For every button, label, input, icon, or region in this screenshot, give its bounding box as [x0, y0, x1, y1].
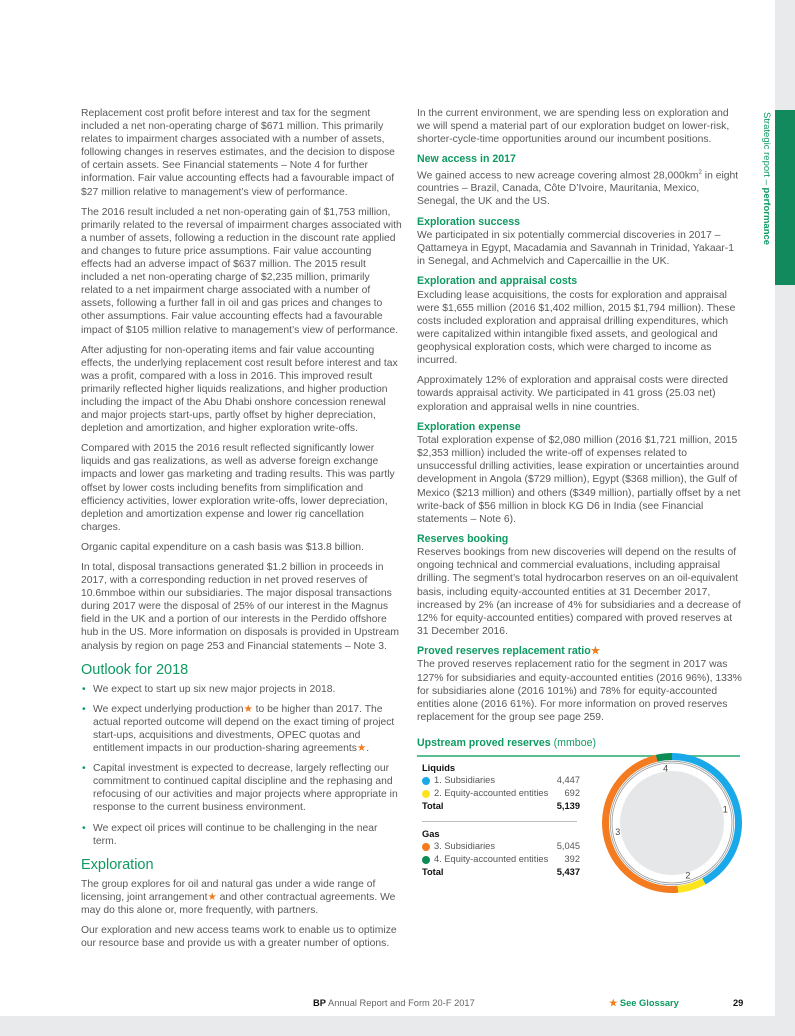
paragraph: Total exploration expense of $2,080 million (2016 $1,721 million, 2015 $2,353 million) included the write-off of expenses related to unsuccessful drilling activities, lease expiration or uncertainties around development in Angola ($729 million), Egypt ($368 million), the Gulf of Mexico ($213 million) and others ($349 million), partially offset by a net write-back of $56 million in block KG D6 in India (see Financial statements – Note 6).	[417, 435, 741, 525]
legend-dot-4	[422, 856, 430, 864]
reserves-donut-chart	[601, 752, 743, 894]
section-label-bold: performance	[761, 187, 772, 246]
legend-row	[422, 840, 580, 853]
footer-brand: BP	[313, 998, 326, 1008]
outlook-heading: Outlook for 2018	[81, 661, 189, 678]
see-glossary-link[interactable]	[609, 998, 679, 1009]
paragraph: We participated in six potentially commercial discoveries in 2017 – Qattameya in Egypt, Macadamia and Savannah in Trinidad, Yakaar-1 in Senegal, and Achmelvich and Capercaillie in the UK.	[417, 230, 735, 268]
legend-label: 2. Equity-accounted entities	[434, 788, 549, 798]
glossary-star-icon: ★	[609, 998, 618, 1008]
legend-value: 4,447	[556, 775, 580, 785]
legend-dot-1	[422, 777, 430, 785]
legend-value: 692	[564, 788, 580, 798]
glossary-text: See Glossary	[617, 998, 679, 1008]
text: and other contractual agreements. We may do this alone or, more frequently, with partners.	[81, 891, 396, 916]
legend-label: 3. Subsidiaries	[434, 841, 495, 851]
section-tab[interactable]	[775, 110, 795, 285]
legend-group-title: Gas	[422, 829, 440, 839]
donut-label-2: 2	[685, 870, 691, 881]
glossary-star-icon[interactable]: ★	[590, 644, 601, 657]
legend-value: 5,045	[556, 841, 580, 851]
legend-row	[422, 853, 580, 866]
paragraph: Reserves bookings from new discoveries will depend on the results of ongoing technical and commercial evaluations, including appraisal drilling. The segment’s total hydrocarbon reserves on an oil-equivalent basis, including equity-accounted entities at 31 December 2017, increased by 2% (an increase of 4% for subsidiaries and a decrease of 12% for equity-accounted entities) compared with proved reserves at 31 December 2016.	[417, 547, 741, 637]
right-column	[417, 107, 742, 757]
list-item	[81, 703, 403, 755]
text: in eight countries – Brazil, Canada, Côte D’Ivoire, Mauritania, Mexico, Senegal, the UK and the US.	[417, 170, 739, 208]
footer-title	[313, 998, 475, 1008]
chart-title	[417, 737, 742, 750]
legend-group-title: Liquids	[422, 763, 456, 773]
list-item: • Capital investment is expected to decrease, largely reflecting our commitment to continued capital discipline and the rephasing and refocusing of our activities and major projects where appropriate in response to the current business environment.	[81, 762, 403, 814]
text: We expect underlying production	[93, 703, 244, 715]
costs-heading: Exploration and appraisal costs	[417, 275, 578, 288]
donut-label-1: 1	[722, 804, 728, 815]
section-label	[759, 112, 773, 292]
total-label: Total	[422, 801, 444, 811]
glossary-star-icon[interactable]: ★	[356, 743, 367, 755]
booking-heading: Reserves booking	[417, 532, 509, 545]
legend-label: 1. Subsidiaries	[434, 775, 495, 785]
total-label: Total	[422, 867, 444, 877]
donut-label-4: 4	[663, 763, 669, 774]
legend-total-row	[422, 800, 580, 813]
superscript: 2	[698, 169, 702, 176]
paragraph: Excluding lease acquisitions, the costs for exploration and appraisal were $1,655 million (2016 $1,402 million, 2015 $1,794 million). These costs included exploration and appraisal drilling expenditures, which were capitalized within intangible fixed assets, and geological and geophysical exploration costs, which were charged to income as incurred.	[417, 289, 736, 367]
donut-segment-4	[656, 753, 672, 762]
legend-dot-2	[422, 790, 430, 798]
text: to be higher than 2017. The actual reported outcome will depend on the exact timing of project start-ups, acquisitions and divestments, OPEC quotas and entitlement impacts in our production-sharing agreements	[93, 703, 395, 755]
list-item: • We expect oil prices will continue to be challenging in the near term.	[81, 822, 403, 848]
text: We gained access to new acreage covering almost 28,000km	[417, 170, 699, 182]
expense-heading: Exploration expense	[417, 420, 521, 433]
chart-legend	[422, 763, 580, 879]
legend-divider	[422, 821, 577, 822]
new-access-heading: New access in 2017	[417, 153, 516, 166]
donut-label-3: 3	[615, 826, 621, 837]
ratio-heading	[417, 645, 742, 659]
paragraph	[81, 878, 403, 917]
paragraph: After adjusting for non-operating items and fair value accounting effects, the underlying replacement cost result before interest and tax was a profit, compared with a loss in 2016. This improved result primarily reflected higher liquids realizations, and higher production including the impact of the Abu Dhabi onshore concession renewal and major projects start-ups, partly offset by higher depreciation, depletion and amortization, and higher exploration write-offs.	[81, 344, 398, 435]
legend-dot-3	[422, 843, 430, 851]
legend-row	[422, 787, 580, 800]
exploration-heading: Exploration	[81, 856, 154, 873]
paragraph: In the current environment, we are spending less on exploration and we will spend a material part of our exploration budget on lower-risk, shorter-cycle-time opportunities around our incumbent positions.	[417, 108, 730, 146]
paragraph: The proved reserves replacement ratio for the segment in 2017 was 127% for subsidiaries and equity-accounted entities (2016 96%), 133% for subsidiaries alone (2016 101%) and 78% for equity-accounted entities alone (2016 61%). For more information on proved reserves replacement for the group see page 259.	[417, 659, 742, 723]
text: Proved reserves replacement ratio	[417, 644, 591, 657]
paragraph: In total, disposal transactions generated $1.2 billion in proceeds in 2017, with a corresponding reduction in net proved reserves of 10.6mmboe within our subsidiaries. The major disposal transactions during 2017 were the disposal of 25% of our interest in the Magnus field in the UK and a portion of our interests in the Perdido offshore hub in the US. More information on disposals is provided in Upstream analysis by region on page 253 and Financial statements – Note 3.	[81, 562, 399, 652]
paragraph: Organic capital expenditure on a cash basis was $13.8 billion.	[81, 541, 364, 553]
text: The group explores for oil and natural gas under a wide range of licensing, joint arrangement	[81, 878, 376, 903]
glossary-star-icon[interactable]: ★	[243, 703, 253, 715]
outlook-list	[81, 683, 403, 848]
legend-row	[422, 774, 580, 787]
page-number: 29	[733, 998, 744, 1008]
list-item: • We expect to start up six new major projects in 2018.	[81, 683, 403, 696]
paragraph: Replacement cost profit before interest and tax for the segment included a net non-operating charge of $671 million. This primarily relates to impairment charges associated with a number of assets, following changes in reserves estimates, and the decision to dispose of certain assets. See Financial statements – Note 4 for further information. Fair value accounting effects had a favourable impact of $27 million relative to management’s view of performance.	[81, 108, 395, 198]
legend-value: 392	[564, 854, 580, 864]
exploration-success-heading: Exploration success	[417, 215, 521, 228]
paragraph: Compared with 2015 the 2016 result reflected significantly lower liquids and gas realizations, as well as adverse foreign exchange impacts and lower gas marketing and trading results. This was partly offset by lower costs including benefits from simplification and efficiency activities, lower exploration write-offs, lower depreciation, depletion and amortization expense and lower rig cancellation charges.	[81, 443, 395, 533]
donut-segment-2	[678, 878, 706, 892]
footer-report: Annual Report and Form 20-F 2017	[325, 998, 475, 1008]
text: .	[366, 743, 370, 755]
paragraph: Approximately 12% of exploration and appraisal costs were directed towards appraisal activity. We participated in 41 gross (25.03 net) exploration and appraisal wells in nine countries.	[417, 375, 729, 413]
left-column	[81, 107, 403, 957]
total-value: 5,437	[556, 867, 580, 877]
chart-title-text: Upstream proved reserves	[417, 736, 551, 749]
paragraph: Our exploration and new access teams work to enable us to optimize our resource base and provide us with a greater number of options.	[81, 924, 397, 950]
glossary-star-icon[interactable]: ★	[207, 891, 217, 903]
legend-label: 4. Equity-accounted entities	[434, 854, 549, 864]
chart-unit: (mmboe)	[553, 736, 597, 749]
legend-total-row	[422, 866, 580, 879]
donut-center	[620, 771, 724, 875]
total-value: 5,139	[556, 801, 580, 811]
paragraph: The 2016 result included a net non-operating gain of $1,753 million, primarily related to the reversal of impairment charges associated with a number of assets, following a reduction in the discount rate applied and changes to future price assumptions. Fair value accounting effects had an adverse impact of $637 million. The 2015 result included a net non-operating charge of $2,235 million, primarily related to a net impairment charge associated with a number of assets, following a further fall in oil and gas prices and changes to other assumptions. Fair value accounting effects had a favourable impact of $105 million relative to management’s view of performance.	[81, 206, 402, 336]
section-label-prefix: Strategic report –	[761, 112, 772, 188]
paragraph	[417, 167, 742, 209]
